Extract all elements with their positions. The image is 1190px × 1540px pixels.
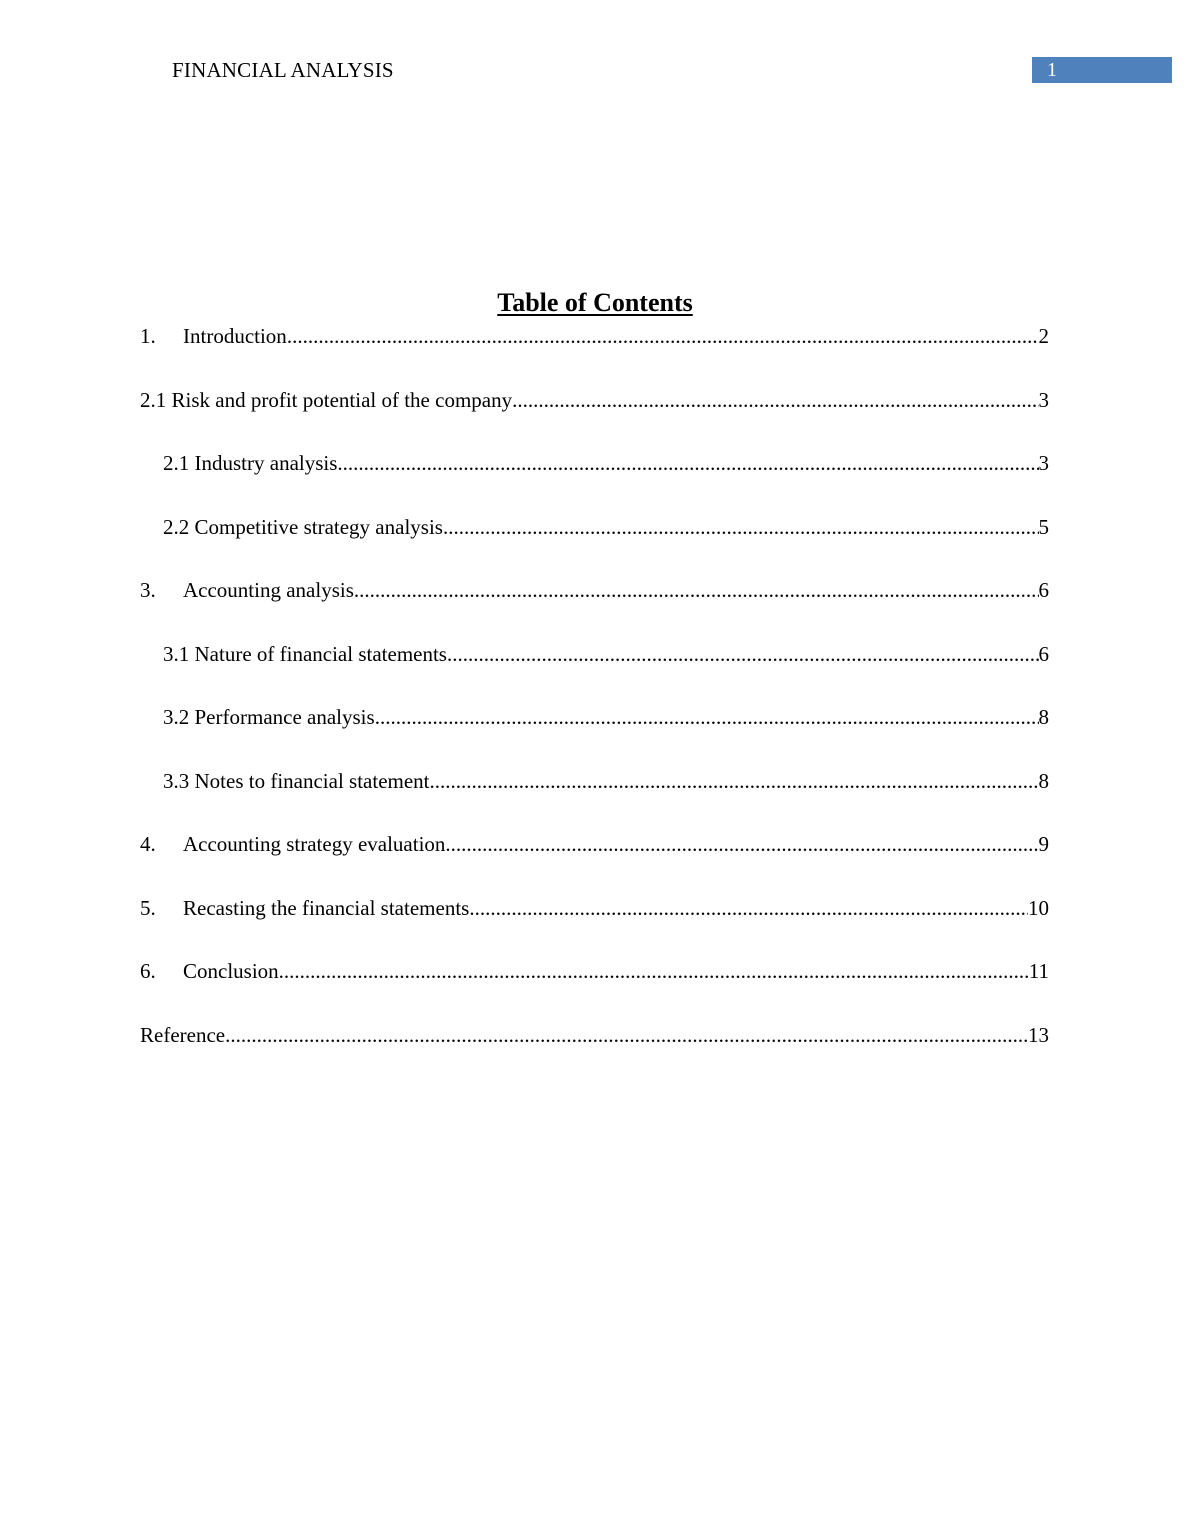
toc-entry-title: 2.1 Industry analysis [163, 451, 338, 475]
running-header-title: FINANCIAL ANALYSIS [172, 58, 394, 82]
toc-dot-leader [469, 892, 1028, 924]
toc-entry-number: 3. [140, 578, 156, 602]
toc-dot-leader [225, 1019, 1028, 1051]
toc-entry-title: Accounting strategy evaluation [183, 832, 446, 856]
toc-entry-title: 2.1 Risk and profit potential of the company [140, 387, 513, 412]
toc-entry-title: 3.3 Notes to financial statement [163, 768, 430, 793]
toc-entry-introduction[interactable] [140, 320, 1049, 384]
toc-heading-text: Table of Contents [497, 288, 693, 317]
toc-dot-leader [279, 955, 1029, 987]
toc-entry-page: 3 [1038, 451, 1049, 475]
toc-entry-page: 6 [1038, 578, 1049, 602]
toc-entry-page: 8 [1038, 768, 1049, 793]
toc-entry-title: Reference [140, 1022, 226, 1047]
toc-entry-title: 3.1 Nature of financial statements [163, 641, 447, 666]
toc-dot-leader [447, 638, 1039, 670]
toc-entry-page: 9 [1038, 832, 1049, 856]
toc-dot-leader [445, 828, 1038, 860]
toc-entry-title: 3.2 Performance analysis [163, 705, 375, 729]
toc-entry-recasting-financial-statements[interactable] [140, 892, 1049, 956]
toc-dot-leader [375, 701, 1039, 733]
toc-entry-page: 11 [1028, 959, 1049, 983]
toc-entry-competitive-strategy[interactable] [140, 511, 1049, 575]
toc-entry-page: 10 [1028, 895, 1049, 920]
toc-entry-notes-financial-statement[interactable] [140, 765, 1049, 829]
toc-entry-conclusion[interactable] [140, 955, 1049, 1019]
toc-dot-leader [354, 574, 1039, 606]
toc-entry-number: 6. [140, 959, 156, 983]
toc-entry-title: Accounting analysis [183, 578, 354, 602]
toc-entry-page: 3 [1038, 387, 1049, 412]
table-of-contents [140, 320, 1049, 1082]
toc-dot-leader [287, 320, 1039, 352]
toc-entry-number: 4. [140, 832, 156, 856]
toc-entry-page: 8 [1038, 705, 1049, 729]
toc-entry-page: 13 [1028, 1022, 1049, 1047]
toc-dot-leader [512, 384, 1038, 416]
page-number-badge: 1 [1032, 57, 1172, 83]
toc-entry-title: Conclusion [183, 959, 279, 983]
toc-dot-leader [443, 511, 1039, 543]
toc-entry-accounting-analysis[interactable] [140, 574, 1049, 638]
toc-entry-risk-profit[interactable] [140, 384, 1049, 448]
toc-dot-leader [337, 447, 1038, 479]
toc-heading [0, 286, 1190, 320]
toc-dot-leader [430, 765, 1039, 797]
toc-entry-page: 6 [1038, 641, 1049, 666]
toc-entry-number: 1. [140, 324, 156, 348]
toc-entry-accounting-strategy-evaluation[interactable] [140, 828, 1049, 892]
toc-entry-performance-analysis[interactable] [140, 701, 1049, 765]
toc-entry-number: 5. [140, 895, 156, 920]
toc-entry-title: Recasting the financial statements [183, 895, 470, 920]
toc-entry-title: 2.2 Competitive strategy analysis [163, 514, 443, 539]
toc-entry-page: 2 [1038, 324, 1049, 348]
toc-entry-reference[interactable] [140, 1019, 1049, 1083]
toc-entry-industry-analysis[interactable] [140, 447, 1049, 511]
toc-entry-title: Introduction [183, 324, 287, 348]
toc-entry-nature-financial-statements[interactable] [140, 638, 1049, 702]
toc-entry-page: 5 [1038, 514, 1049, 539]
